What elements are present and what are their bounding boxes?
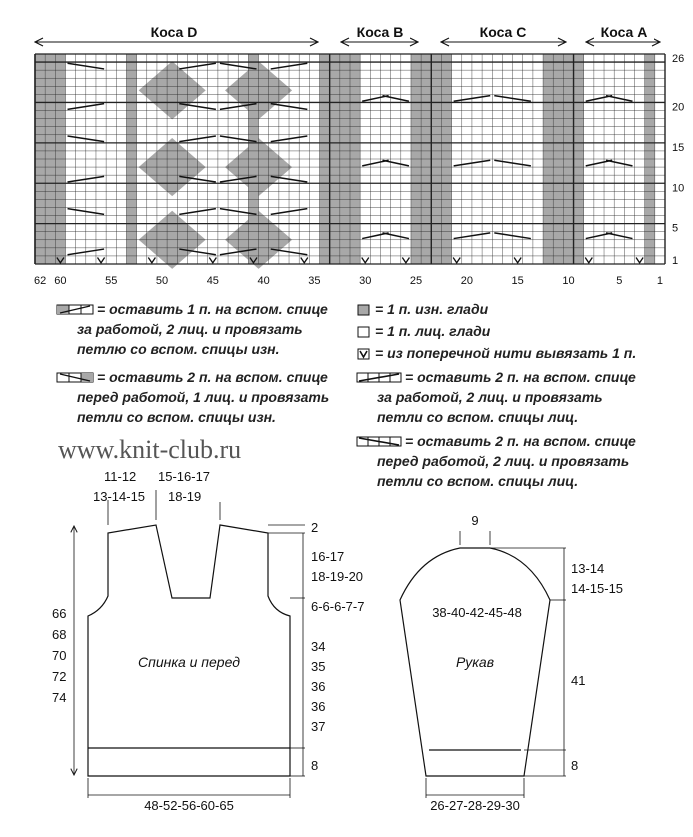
stitch-tick-label: 1: [656, 275, 663, 287]
body-dim-side: 37: [311, 719, 326, 734]
stitch-tick-label: 30: [359, 275, 372, 287]
section-headers: [35, 24, 660, 42]
cross-left-2-1-icon: [57, 373, 93, 382]
body-dim-armhole-2: 18-19-20: [311, 569, 364, 584]
row-number-axis: [672, 53, 684, 267]
stitch-tick-label: 45: [206, 275, 219, 287]
row-tick-label: 1: [672, 254, 679, 267]
row-tick-label: 20: [672, 101, 685, 114]
knit-stitch-icon: [358, 327, 369, 337]
stitch-tick-label: 5: [616, 275, 623, 287]
sleeve-pattern: [400, 513, 623, 813]
row-tick-label: 5: [672, 222, 679, 235]
cross-right-1-2-icon: [57, 305, 93, 314]
row-tick-label: 15: [672, 141, 685, 154]
cable-front-2-2-icon: [357, 437, 401, 446]
sleeve-dim-cap: 13-14: [571, 561, 605, 576]
sleeve-dim-cuff: 26-27-28-29-30: [430, 798, 520, 813]
sleeve-dim-rib: 8: [571, 758, 579, 773]
body-label: Спинка и перед: [138, 654, 240, 670]
legend-text: = из поперечной нити вывязать 1 п.: [375, 345, 637, 361]
site-watermark: www.knit-club.ru: [58, 435, 242, 464]
body-dim-neck-left: 11-12: [104, 469, 137, 484]
body-dim-armhole: 16-17: [311, 549, 345, 564]
body-dim-length: 68: [52, 627, 67, 642]
make-one-icon: [358, 349, 369, 359]
body-dim-neck-right: 15-16-17: [158, 469, 211, 484]
body-dim-neck-right-2: 18-19: [168, 489, 202, 504]
stitch-tick-label: 10: [562, 275, 575, 287]
stitch-tick-label: 50: [155, 275, 169, 287]
legend-text: = 1 п. лиц. глади: [375, 323, 491, 339]
body-dim-length: 74: [52, 690, 67, 705]
section-a-label: Коса A: [600, 24, 648, 40]
legend-text: = 1 п. изн. глади: [375, 301, 489, 317]
body-outline: [88, 525, 290, 776]
stitch-tick-label: 62: [33, 275, 47, 287]
stitch-tick-label: 55: [105, 275, 118, 287]
legend-text: петли со вспом. спицы изн.: [77, 409, 276, 425]
legend-text: за работой, 2 лиц. и провязать: [77, 321, 303, 337]
row-tick-label: 26: [672, 53, 685, 66]
body-dim-shoulder: 2: [311, 520, 319, 535]
legend-text: = оставить 2 п. на вспом. спице: [405, 369, 636, 385]
body-dim-side: 36: [311, 679, 326, 694]
section-b-label: Коса B: [356, 24, 404, 40]
section-d-label: Коса D: [150, 24, 198, 40]
legend-text: перед работой, 2 лиц. и провязать: [377, 453, 630, 469]
purl-stitch-icon: [358, 305, 369, 315]
legend-text: за работой, 2 лиц. и провязать: [377, 389, 603, 405]
stitch-tick-label: 35: [308, 275, 321, 287]
body-dim-length: 72: [52, 669, 67, 684]
stitch-number-axis: [34, 275, 663, 287]
knitting-chart-grid: [35, 54, 665, 269]
legend-text: = оставить 2 п. на вспом. спице: [97, 369, 328, 385]
body-dim-side: 34: [311, 639, 326, 654]
legend-text: = оставить 1 п. на вспом. спице: [97, 301, 328, 317]
row-tick-label: 10: [672, 182, 685, 195]
cable-back-2-2-icon: [357, 373, 401, 382]
legend-text: перед работой, 1 лиц. и провязать: [77, 389, 330, 405]
stitch-tick-label: 40: [257, 275, 270, 287]
body-dim-length: 70: [52, 648, 67, 663]
body-dim-width: 48-52-56-60-65: [144, 798, 234, 813]
body-dim-length: 66: [52, 606, 67, 621]
legend-text: петлю со вспом. спицы изн.: [77, 341, 280, 357]
legend-text: петли со вспом. спицы лиц.: [377, 409, 579, 425]
body-dim-side: 35: [311, 659, 326, 674]
section-c-label: Коса C: [479, 24, 527, 40]
legend-text: = оставить 2 п. на вспом. спице: [405, 433, 636, 449]
sleeve-dim-upper-width: 38-40-42-45-48: [432, 605, 522, 620]
body-pattern: [52, 469, 364, 813]
sleeve-dim-cap-2: 14-15-15: [571, 581, 624, 596]
sleeve-dim-top: 9: [471, 513, 479, 528]
body-dim-rib: 8: [311, 758, 319, 773]
stitch-tick-label: 20: [460, 275, 473, 287]
body-dim-neck-left-2: 13-14-15: [93, 489, 146, 504]
sleeve-label: Рукав: [455, 654, 495, 670]
stitch-tick-label: 60: [54, 275, 67, 287]
legend-right: [357, 301, 636, 489]
body-dim-underarm: 6-6-6-7-7: [311, 599, 365, 614]
legend-left: [57, 301, 329, 425]
body-dim-side: 36: [311, 699, 326, 714]
stitch-tick-label: 15: [511, 275, 524, 287]
sleeve-dim-length: 41: [571, 673, 586, 688]
stitch-tick-label: 25: [409, 275, 423, 287]
legend-text: петли со вспом. спицы лиц.: [377, 473, 579, 489]
